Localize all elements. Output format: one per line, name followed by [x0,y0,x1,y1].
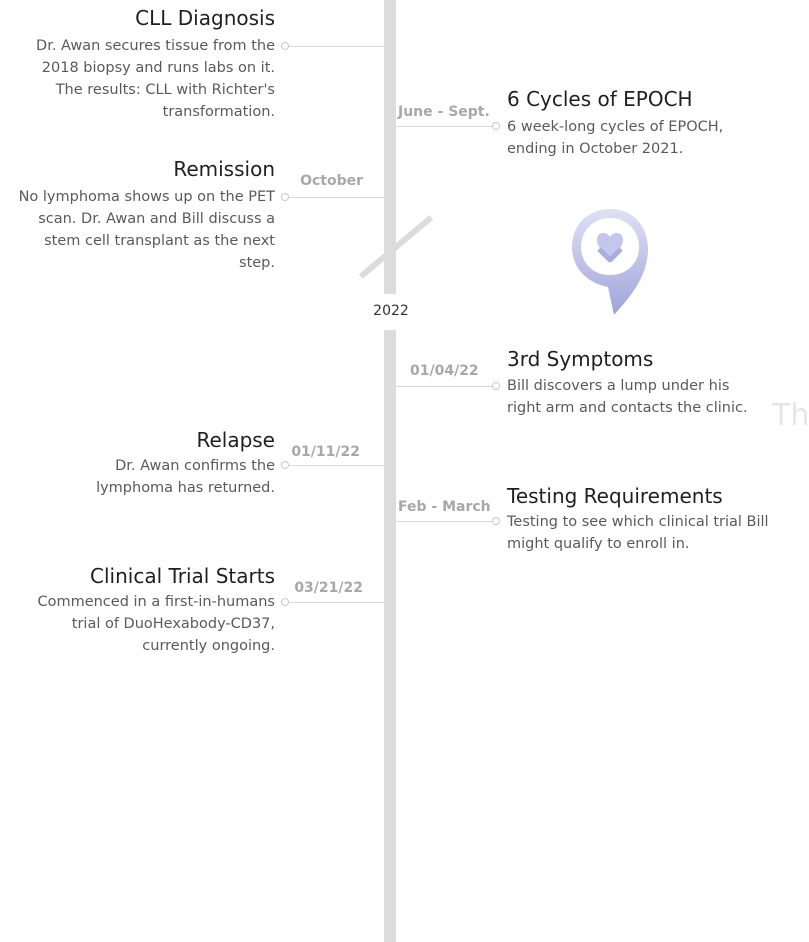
event-title: Clinical Trial Starts [90,564,275,588]
connector-line [289,602,384,603]
axis-break-marker [359,215,433,279]
connector-line [289,197,384,198]
event-description: Dr. Awan confirms the lymphoma has returned. [96,458,275,496]
event-date: 01/04/22 [410,363,479,379]
event-date: 03/21/22 [294,580,363,596]
event-date: June - Sept. [398,104,490,120]
connector-line [289,465,384,466]
event-description: 6 week-long cycles of EPOCH, ending in October 2021. [507,119,724,157]
connector-line [396,126,492,127]
connector-line [396,386,492,387]
connector-dot [281,598,289,606]
event-date: October [300,173,363,189]
event-description: Bill discovers a lump under his right arm and contacts the clinic. [507,378,748,416]
event-title: Relapse [196,428,275,452]
event-description: Commenced in a first-in-humans trial of DuoHexabody-CD37, currently ongoing. [37,594,275,654]
connector-dot [281,461,289,469]
connector-dot [492,517,500,525]
heart-chat-logo-icon [568,205,652,317]
connector-line [396,521,492,522]
connector-dot [492,382,500,390]
event-date: 01/11/22 [291,444,360,460]
connector-dot [281,193,289,201]
event-title: 3rd Symptoms [507,347,654,371]
faded-text: Th [772,398,809,433]
connector-dot [492,122,500,130]
year-marker: 2022 [373,303,409,319]
connector-line [289,46,384,47]
event-title: Remission [173,157,275,181]
event-title: 6 Cycles of EPOCH [507,87,693,111]
event-date: Feb - March [398,499,491,515]
connector-dot [281,42,289,50]
event-title: Testing Requirements [507,484,723,508]
event-description: Dr. Awan secures tissue from the 2018 biopsy and runs labs on it. The results: CLL with Richter's transformation. [36,38,275,120]
event-description: Testing to see which clinical trial Bill might qualify to enroll in. [507,514,769,552]
timeline-axis [384,0,396,942]
event-title: CLL Diagnosis [135,6,275,30]
event-description: No lymphoma shows up on the PET scan. Dr. Awan and Bill discuss a stem cell transplant as the next step. [18,189,275,271]
